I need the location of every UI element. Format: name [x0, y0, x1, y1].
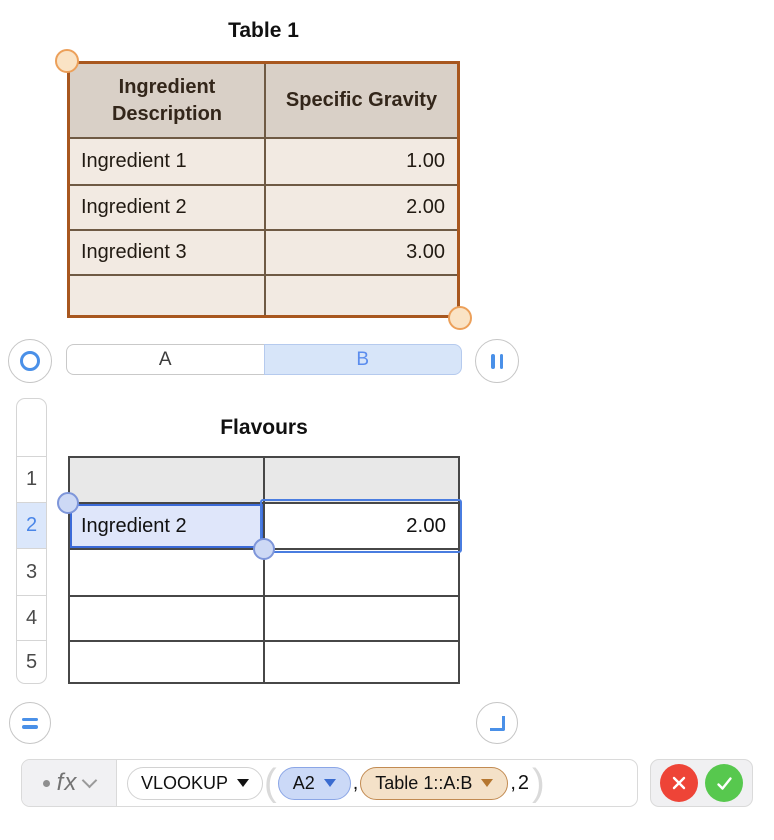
open-paren: (	[264, 762, 277, 804]
table1-cell-a4[interactable]: Ingredient 3	[70, 229, 264, 274]
ring-icon	[20, 351, 40, 371]
comma-literal: ,	[352, 771, 359, 794]
flavours-cell-a4[interactable]	[70, 595, 263, 640]
column-header-b[interactable]: B	[264, 344, 463, 375]
parallel-bars-icon	[491, 354, 503, 369]
argument-token-a2-label: A2	[292, 772, 315, 793]
table1-header-specific-gravity[interactable]: Specific Gravity	[264, 64, 457, 137]
function-token-vlookup[interactable]	[127, 767, 263, 800]
argument-token-table-range-label: Table 1::A:B	[375, 772, 473, 793]
argument-token-a2[interactable]	[278, 767, 351, 800]
flavours-cell-a5[interactable]	[70, 640, 263, 682]
row-number-5[interactable]: 5	[17, 640, 46, 683]
table1-cell-b2[interactable]: 1.00	[264, 137, 457, 184]
close-paren: )	[532, 762, 545, 804]
row-strip-header[interactable]	[17, 399, 46, 456]
selection-handle-bottom-right[interactable]	[253, 538, 275, 560]
row-number-strip	[16, 398, 47, 684]
formula-action-buttons	[650, 759, 753, 807]
table1-title: Table 1	[228, 19, 299, 42]
selection-handle-top-left[interactable]	[57, 492, 79, 514]
row-number-4[interactable]: 4	[17, 595, 46, 640]
column-options-button[interactable]	[475, 339, 519, 383]
flavours-cell-a1[interactable]	[70, 458, 263, 502]
table1-cell-b4[interactable]: 3.00	[264, 229, 457, 274]
flavours-cell-a2-selected[interactable]: Ingredient 2	[70, 502, 263, 548]
corner-icon	[490, 716, 505, 731]
formula-bar	[21, 759, 638, 807]
row-options-button[interactable]	[9, 702, 51, 744]
table1-cell-b3[interactable]: 2.00	[264, 184, 457, 229]
table1-header-ingredient-description[interactable]: Ingredient Description	[70, 64, 264, 137]
table1-cell-b5[interactable]	[264, 274, 457, 315]
dropdown-triangle-icon	[237, 779, 249, 787]
x-icon	[670, 774, 688, 792]
flavours-cell-a3[interactable]	[70, 548, 263, 595]
table1-resize-handle-bottom-right[interactable]	[448, 306, 472, 330]
argument-token-table-range[interactable]	[360, 767, 508, 800]
argument-literal-2[interactable]: 2	[517, 771, 530, 794]
column-header-a[interactable]: A	[66, 344, 264, 375]
flavours-cell-b2-editing[interactable]: 2.00	[263, 502, 458, 548]
check-icon	[715, 774, 734, 793]
dropdown-triangle-icon	[324, 779, 336, 787]
flavours-cell-b1[interactable]	[263, 458, 458, 502]
formula-token-area[interactable]	[117, 760, 637, 806]
accept-button[interactable]	[705, 764, 743, 802]
column-reference-bar	[66, 344, 462, 375]
dropdown-triangle-icon	[481, 779, 493, 787]
chevron-down-icon	[82, 773, 98, 789]
fx-icon: fx	[56, 769, 78, 796]
comma-literal: ,	[510, 771, 516, 794]
fx-menu[interactable]	[22, 760, 117, 806]
table-resize-button[interactable]	[476, 702, 518, 744]
table1-cell-a5[interactable]	[70, 274, 264, 315]
flavours-table	[68, 456, 460, 684]
table-select-button[interactable]	[8, 339, 52, 383]
cancel-button[interactable]	[660, 764, 698, 802]
dot-icon	[43, 780, 50, 787]
table1-cell-a3[interactable]: Ingredient 2	[70, 184, 264, 229]
function-token-label: VLOOKUP	[141, 772, 229, 793]
flavours-cell-b5[interactable]	[263, 640, 458, 682]
row-number-3[interactable]: 3	[17, 548, 46, 595]
flavours-cell-b4[interactable]	[263, 595, 458, 640]
equals-icon	[22, 718, 38, 729]
row-number-2-selected[interactable]: 2	[17, 502, 46, 548]
table1-cell-a2[interactable]: Ingredient 1	[70, 137, 264, 184]
flavours-title: Flavours	[220, 416, 308, 439]
table1-resize-handle-top-left[interactable]	[55, 49, 79, 73]
table1	[67, 61, 460, 318]
row-number-1[interactable]: 1	[17, 456, 46, 502]
flavours-cell-b3[interactable]	[263, 548, 458, 595]
